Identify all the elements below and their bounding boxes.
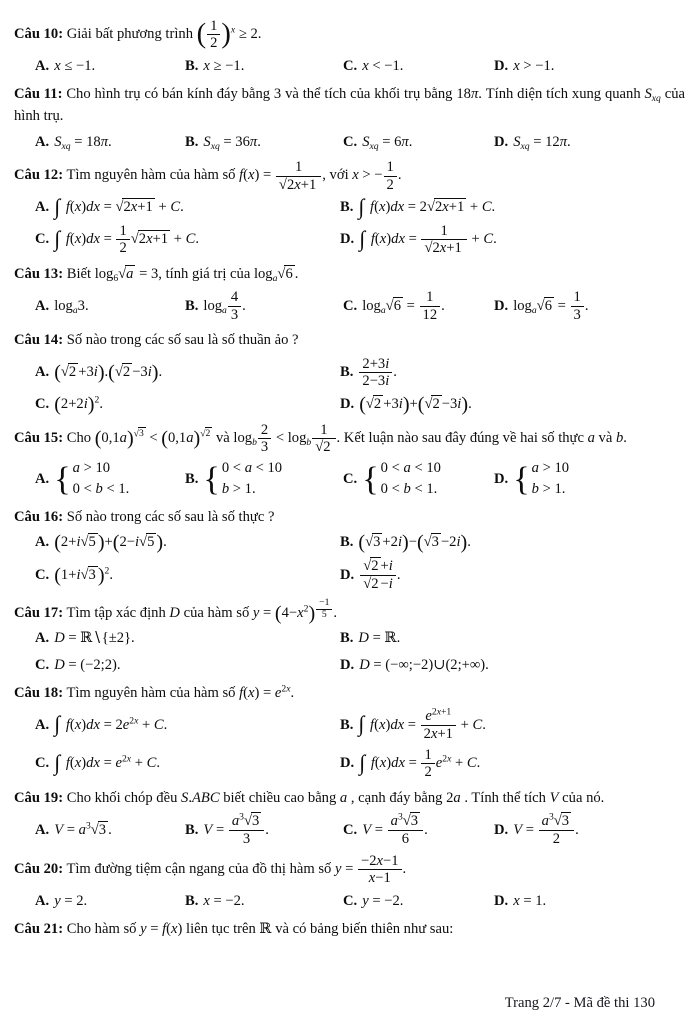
option-body: x ≥ −1. — [203, 57, 245, 74]
option-D — [494, 132, 685, 153]
question-stem: Câu 16: Số nào trong các số sau là số thực ? — [14, 508, 275, 525]
option-body: { 0 < a < 10 0 < b < 1. — [362, 459, 441, 498]
question — [14, 598, 685, 676]
options — [14, 891, 685, 912]
option-letter: D. — [494, 821, 509, 838]
option-body: $S_{xq} = 6\pi$. — [362, 134, 413, 152]
option-letter: A. — [35, 892, 50, 909]
option-letter: A. — [35, 363, 50, 380]
option-body: D = ℝ∖{±2}. — [54, 630, 135, 647]
question — [14, 918, 685, 941]
option-letter: D. — [340, 755, 355, 772]
option-D — [494, 289, 685, 323]
option-body: $(1+i√3)^2$. — [54, 564, 113, 587]
option-A — [35, 296, 185, 317]
option-letter: A. — [35, 198, 50, 215]
option-C — [35, 223, 340, 257]
integral-sign: ∫ — [359, 750, 366, 776]
option-D — [494, 813, 685, 847]
option-letter: B. — [185, 470, 199, 487]
option-body: $V = a^3√3$ . — [54, 820, 112, 838]
option-body: y = −2. — [362, 892, 404, 909]
option-B — [340, 193, 685, 219]
option-B — [185, 813, 343, 847]
option-letter: B. — [340, 198, 354, 215]
option-A — [35, 891, 185, 912]
question-stem: Câu 18: Tìm nguyên hàm của hàm số $f(x) = e^{2x}$. — [14, 683, 295, 701]
question — [14, 329, 685, 415]
question-number: Câu 20: — [14, 861, 64, 878]
question-number: Câu 21: — [14, 920, 64, 937]
option-body: ∫ f(x)dx = $\frac{1}{2}$ √2x+1 + C. — [54, 223, 200, 257]
options — [14, 459, 685, 499]
option-letter: C. — [343, 892, 358, 909]
option-body: $S_{xq} = 36\pi$. — [203, 134, 261, 152]
option-body: D = (−∞;−2)∪(2;+∞). — [359, 656, 489, 673]
integral-sign: ∫ — [359, 226, 366, 252]
option-A — [35, 459, 185, 499]
option-letter: B. — [340, 363, 354, 380]
option-A — [35, 532, 340, 553]
option-C — [343, 813, 494, 847]
cases-brace: { — [203, 459, 220, 498]
options — [14, 56, 685, 77]
option-A — [35, 362, 340, 383]
option-letter: A. — [35, 630, 50, 647]
option-C — [343, 459, 494, 499]
option-letter: D. — [340, 566, 355, 583]
option-letter: B. — [185, 297, 199, 314]
option-letter: C. — [35, 755, 50, 772]
option-body: (√2 +3i).(√2 −3i). — [54, 361, 163, 384]
question-number: Câu 15: — [14, 429, 64, 446]
option-A — [35, 628, 340, 649]
option-C — [343, 132, 494, 153]
option-letter: A. — [35, 821, 50, 838]
integral-sign: ∫ — [358, 193, 365, 219]
option-body: ∫ $f(x)dx = e^{2x} + C$. — [54, 750, 160, 776]
option-A — [35, 56, 185, 77]
integral-sign: ∫ — [358, 711, 365, 737]
option-body: $(2+2i)^2$. — [54, 394, 103, 416]
option-body: (√2 +3i)+(√2 −3i). — [359, 394, 472, 416]
options — [14, 356, 685, 416]
option-body: ∫ f(x)dx = $\frac{e^{2x+1}}{2x+1}$ + C. — [358, 707, 486, 742]
option-letter: C. — [343, 821, 358, 838]
option-body: ∫ $f(x)dx = 2e^{2x} + C$. — [54, 711, 168, 737]
option-body: ∫ f(x)dx = $\frac{1}{2}$ $e^{2x} + C$. — [359, 747, 481, 781]
option-body: $\frac{2+3i}{2-3i}$ . — [358, 364, 397, 380]
question-stem: Câu 12: Tìm nguyên hàm của hàm số f(x) = $\frac{1}{√2x+1}$ , với x > − $\frac{1}{2}$ . — [14, 159, 402, 193]
option-letter: A. — [35, 534, 50, 551]
option-B — [185, 459, 343, 499]
question-stem: Câu 17: Tìm tập xác định D của hàm số $y = (4-x^2)$ $^{\frac{-1}{5}}$ . — [14, 597, 338, 625]
option-B — [340, 628, 685, 649]
option-B — [185, 56, 343, 77]
question — [14, 18, 685, 77]
option-body: { a > 10 0 < b < 1. — [54, 459, 130, 498]
option-C — [35, 750, 340, 776]
question-number: Câu 18: — [14, 684, 64, 701]
question-number: Câu 10: — [14, 26, 64, 43]
option-letter: C. — [343, 470, 358, 487]
integral-sign: ∫ — [54, 193, 61, 219]
options — [14, 132, 685, 153]
option-letter: C. — [343, 134, 358, 151]
option-letter: D. — [494, 134, 509, 151]
option-A — [35, 193, 340, 219]
option-C — [35, 655, 340, 676]
option-letter: B. — [185, 892, 199, 909]
question-list — [14, 18, 685, 940]
question-number: Câu 12: — [14, 167, 64, 184]
option-B — [340, 708, 685, 742]
question — [14, 83, 685, 153]
question — [14, 422, 685, 500]
option-letter: A. — [35, 297, 50, 314]
option-B — [185, 289, 343, 323]
option-D — [494, 891, 685, 912]
question — [14, 682, 685, 781]
option-D — [340, 655, 685, 676]
options — [14, 708, 685, 780]
option-body: ∫ f(x)dx = √2x+1 + C. — [54, 193, 184, 219]
option-D — [494, 56, 685, 77]
question-number: Câu 11: — [14, 85, 63, 102]
option-A — [35, 711, 340, 737]
option-body: ∫ f(x)dx = 2√2x+1 + C. — [358, 193, 496, 219]
option-C — [35, 394, 340, 415]
option-letter: C. — [35, 231, 50, 248]
option-body: $\log_a√6$ = $\frac{1}{12}$ . — [362, 289, 445, 323]
option-letter: C. — [343, 57, 358, 74]
option-letter: A. — [35, 134, 50, 151]
question-stem: Câu 19: Cho khối chóp đều S.ABC biết chiều cao bằng a , cạnh đáy bằng 2a . Tính thể tích V của nó. — [14, 789, 605, 806]
question-stem: Câu 13: Biết $\log_6√a = 3$, tính giá trị của $\log_a√6$ . — [14, 265, 299, 284]
integral-sign: ∫ — [54, 226, 61, 252]
option-D — [340, 747, 685, 781]
question-stem: Câu 10: Giải bất phương trình ( $\frac{1}{2}$ )$^x$ ≥ 2. — [14, 18, 262, 52]
option-body: $\log_a3$. — [54, 297, 89, 316]
option-letter: D. — [494, 57, 509, 74]
option-letter: B. — [185, 57, 199, 74]
option-body: x = 1. — [513, 892, 547, 909]
cases-brace: { — [54, 459, 71, 498]
options — [14, 813, 685, 847]
option-B — [185, 132, 343, 153]
option-letter: D. — [340, 231, 355, 248]
question — [14, 506, 685, 592]
question-stem: Câu 21: Cho hàm số y = f(x) liên tục trên ℝ và có bảng biến thiên như sau: — [14, 920, 454, 937]
option-letter: C. — [35, 566, 50, 583]
option-body: x > −1. — [513, 57, 555, 74]
option-body: $\frac{√2 +i}{√2 -i}$ . — [359, 567, 400, 583]
integral-sign: ∫ — [54, 711, 61, 737]
question-stem: Câu 11: Cho hình trụ có bán kính đáy bằng 3 và thể tích của khối trụ bằng 18π. Tính diện tích xung quanh $S_{xq}$ của hình trụ. — [14, 85, 685, 125]
option-letter: B. — [340, 716, 354, 733]
option-C — [343, 891, 494, 912]
question-number: Câu 17: — [14, 604, 64, 621]
option-body: x < −1. — [362, 57, 404, 74]
option-letter: D. — [494, 297, 509, 314]
option-letter: A. — [35, 470, 50, 487]
page-footer: Trang 2/7 - Mã đề thi 130 — [504, 995, 655, 1011]
option-B — [185, 891, 343, 912]
option-letter: B. — [185, 821, 199, 838]
option-A — [35, 132, 185, 153]
question-number: Câu 19: — [14, 789, 64, 806]
options — [14, 193, 685, 257]
option-body: $\log_a√6$ = $\frac{1}{3}$ . — [513, 289, 589, 323]
option-B — [340, 356, 685, 390]
option-C — [35, 565, 340, 586]
option-body: $S_{xq} = 12\pi$. — [513, 134, 571, 152]
option-body: $\log_a$ $\frac{4}{3}$ . — [203, 289, 246, 323]
question-stem: Câu 14: Số nào trong các số sau là số thuần ảo ? — [14, 332, 299, 349]
option-B — [340, 532, 685, 553]
option-letter: D. — [494, 470, 509, 487]
option-body: D = (−2;2). — [54, 656, 121, 673]
question — [14, 263, 685, 323]
options — [14, 532, 685, 592]
option-body: y = 2. — [54, 892, 88, 909]
option-body: (√3 +2i)−(√3 −2i). — [358, 531, 471, 554]
question — [14, 159, 685, 257]
option-D — [340, 223, 685, 257]
option-body: V = $\frac{a^3√3}{2}$ . — [513, 812, 579, 847]
question-stem: Câu 20: Tìm đường tiệm cận ngang của đồ thị hàm số y = $\frac{-2x-1}{x-1}$ . — [14, 853, 407, 887]
question-number: Câu 14: — [14, 332, 64, 349]
option-letter: B. — [340, 534, 354, 551]
option-body: V = $\frac{a^3√3}{3}$ . — [203, 812, 269, 847]
option-letter: D. — [340, 656, 355, 673]
option-body: (2+i√5)+(2−i√5). — [54, 531, 167, 554]
question — [14, 787, 685, 847]
question-number: Câu 16: — [14, 508, 64, 525]
option-body: V = $\frac{a^3√3}{6}$ . — [362, 812, 428, 847]
integral-sign: ∫ — [54, 750, 61, 776]
options — [14, 628, 685, 675]
option-body: ∫ f(x)dx = $\frac{1}{√2x+1}$ + C. — [359, 223, 497, 257]
question-number: Câu 13: — [14, 265, 64, 282]
option-letter: C. — [35, 396, 50, 413]
option-letter: B. — [340, 630, 354, 647]
option-letter: B. — [185, 134, 199, 151]
option-letter: C. — [343, 297, 358, 314]
option-body: x = −2. — [203, 892, 245, 909]
option-body: $S_{xq} = 18\pi$. — [54, 134, 112, 152]
option-body: D = ℝ. — [358, 630, 401, 647]
option-letter: A. — [35, 716, 50, 733]
question — [14, 853, 685, 912]
question-stem: Câu 15: Cho $(0,1a)^{√3} < (0,1a)^{√2}$ và $\log_b$ $\frac{2}{3}$ < $\log_b$ $\frac{1}{√2}$ . Kết luận nào sau đây đúng về hai số thực a và b. — [14, 421, 627, 455]
option-D — [340, 558, 685, 592]
option-C — [343, 289, 494, 323]
option-body: { a > 10 b > 1. — [513, 459, 570, 498]
option-letter: D. — [340, 396, 355, 413]
option-A — [35, 820, 185, 841]
option-D — [340, 394, 685, 415]
option-D — [494, 459, 685, 499]
option-C — [343, 56, 494, 77]
option-body: x ≤ −1. — [54, 57, 96, 74]
option-letter: D. — [494, 892, 509, 909]
cases-brace: { — [362, 459, 379, 498]
options — [14, 289, 685, 323]
option-letter: C. — [35, 656, 50, 673]
option-body: { 0 < a < 10 b > 1. — [203, 459, 283, 498]
option-letter: A. — [35, 57, 50, 74]
cases-brace: { — [513, 459, 530, 498]
